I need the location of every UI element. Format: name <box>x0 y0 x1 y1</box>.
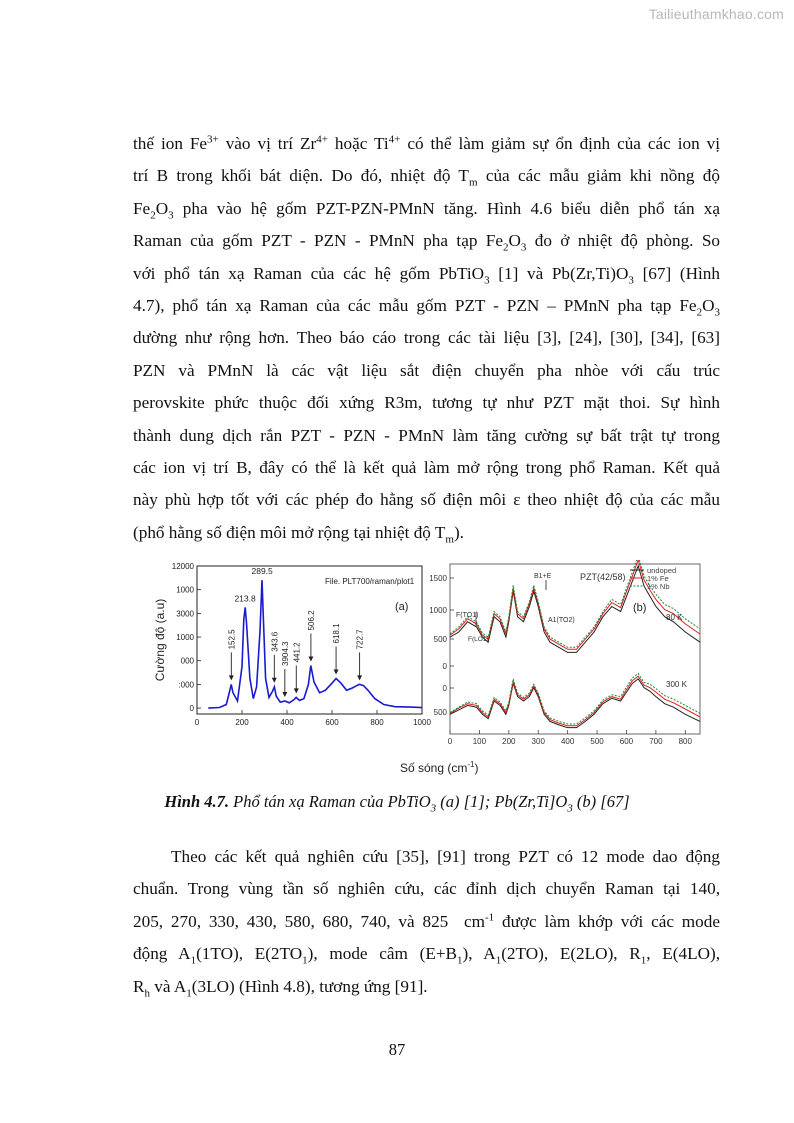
panel-b-xtick-label: 600 <box>619 737 634 746</box>
annotation-80k: 80 K <box>666 613 683 622</box>
panel-a-label: (a) <box>395 601 409 613</box>
text-line: $Fe_2O_3$ pha vào hệ gốm PZT-PZN-PMnN tăng. Hình 4.6 biểu diễn phổ tán xạ <box>133 198 720 222</box>
text-line: (phổ hằng số điện môi mở rộng tại nhiệt độ $T_m$). <box>133 522 464 546</box>
page-number: 87 <box>388 1040 406 1059</box>
text-line: với phổ tán xạ Raman của các hệ gốm PbTiO$_3$ [1] và $Pb(Zr,Ti)O_3$ [67] (Hình <box>133 263 720 287</box>
peak-label: 722.7 <box>355 629 365 650</box>
panel-a-ytick-label: 0 <box>189 704 194 714</box>
text-line: Raman của gốm PZT - PZN - PMnN pha tạp $Fe_2O_3$ đo ở nhiệt độ phòng. So <box>133 231 721 254</box>
peak-label: 152.5 <box>227 629 237 650</box>
text-line: PZN và PMnN là các vật liệu sắt điện chuyển pha nhòe với cấu trúc <box>133 360 720 380</box>
peak-arrow-head <box>294 688 299 693</box>
peak-label: 343.6 <box>270 631 280 652</box>
panel-b-xtick-label: 200 <box>502 737 516 746</box>
raman-figure <box>150 560 710 780</box>
text-line: động $A_1(1TO)$, $E(2TO_1)$, mode câm $(E+B_1)$, $A_1(2TO)$, E(2LO), $R_1$, E(4LO), <box>133 944 721 967</box>
panel-b-xtick-label: 400 <box>560 737 575 746</box>
annotation-300k: 300 K <box>666 680 687 689</box>
panel-b-xtick-label: 800 <box>678 737 692 746</box>
caption-sub-a: 3 <box>430 802 437 815</box>
watermark: Tailieuthamkhao.com <box>648 6 784 22</box>
panel-b-series-line <box>450 679 700 728</box>
caption-text-a: Phổ tán xạ Raman của PbTiO <box>229 792 431 811</box>
panel-b-xtick-label: 700 <box>649 737 663 746</box>
figure-xlabel: Số sóng $(cm^{-1})$ <box>400 760 479 775</box>
panel-a-ytick-label: 1000 <box>176 633 194 643</box>
panel-a-xtick-label: 400 <box>280 718 294 727</box>
paragraph-2 <box>133 841 720 1003</box>
panel-b-xtick-label: 0 <box>447 737 453 746</box>
text-line: chuẩn. Trong vùng tần số nghiên cứu, các đỉnh dịch chuyển Raman tại 140, <box>133 879 720 899</box>
panel-b-ytick-label: 1500 <box>429 574 447 583</box>
panel-b-xtick-label: 100 <box>472 737 487 746</box>
peak-label: 213.8 <box>234 593 256 604</box>
peak-label: 506.2 <box>306 610 316 631</box>
panel-a-ytick-label: :000 <box>178 680 194 690</box>
peak-arrow-head <box>308 656 313 661</box>
peak-arrow-head <box>282 692 287 697</box>
peak-arrow-head <box>272 678 277 683</box>
caption-label: Hình 4.7. <box>164 792 230 811</box>
text-line: các ion vị trí B, đây có thể là kết quả làm mở rộng trong phổ Raman. Kết quả <box>133 458 720 478</box>
annotation-b1e: B1+E <box>534 573 552 580</box>
text-line: perovskite phức thuộc đối xứng R3m, tương tự như PZT mặt thoi. Sự hình <box>133 393 720 413</box>
panel-b-ytick-label: 500 <box>433 635 447 644</box>
panel-a-ytick-label: 3000 <box>176 609 194 619</box>
peak-arrow-head <box>357 675 362 680</box>
panel-b-ytick-label: 0 <box>442 662 447 671</box>
panel-b-xtick-label: 300 <box>531 737 545 746</box>
legend-fe: 1% Fe <box>647 574 669 583</box>
panel-a-xtick-label: 1000 <box>413 718 431 727</box>
text-line: thành dung dịch rắn PZT - PZN - PMnN làm tăng cường sự bất trật tự trong <box>133 425 720 445</box>
caption-text-b: (a) [1]; Pb(Zr,Ti]O <box>436 792 568 811</box>
panel-a-xtick-label: 0 <box>194 718 200 727</box>
legend-undoped: undoped <box>647 566 677 575</box>
text-line: dường như rộng hơn. Theo báo cáo trong các tài liệu [3], [24], [30], [34], [63] <box>133 328 720 348</box>
peak-arrow-head <box>229 675 234 680</box>
peak-label: 3904.3 <box>280 641 290 666</box>
paragraph-1 <box>133 128 720 549</box>
text-line: thế ion $Fe^{3+}$ vào vị trí $Zr^{4+}$ hoặc $Ti^{4+}$ có thể làm giảm sự ổn định của các ion vị <box>133 133 720 153</box>
panel-b-ytick-label: 0 <box>442 684 447 693</box>
panel-b-xtick-label: 500 <box>590 737 604 746</box>
annotation-fto1: F(TO1) <box>456 612 479 619</box>
text-line: 4.7), phổ tán xạ Raman của các mẫu gốm PZT - PZN – PMnN pha tạp $Fe_2O_3$ <box>133 296 720 319</box>
panel-a-ytick-label: 12000 <box>171 562 194 571</box>
panel-b-ytick-label: 500 <box>433 708 447 717</box>
panel-b-title: PZT(42/58) <box>580 572 626 582</box>
peak-label: 441.2 <box>292 642 302 663</box>
figure-caption <box>0 792 794 815</box>
panel-a-ytick-label: 000 <box>180 656 194 666</box>
panel-a-xtick-label: 800 <box>370 718 384 727</box>
text-line: 205, 270, 330, 430, 580, 680, 740, và 825 $cm^{-1}$ được làm khớp với các mode <box>133 911 720 931</box>
panel-b-legend <box>630 566 676 591</box>
text-line: này phù hợp tốt với các phép đo hằng số điện môi ε theo nhiệt độ của các mẫu <box>133 490 720 510</box>
peak-arrow-head <box>334 669 339 674</box>
legend-nb: 1% Nb <box>647 582 670 591</box>
caption-text-c: (b) [67] <box>572 792 630 811</box>
peak-label: 289.5 <box>251 566 273 577</box>
text-line: trí B trong khối bát diện. Do đó, nhiệt độ $T_m$ của các mẫu giảm khi nồng độ <box>133 166 720 189</box>
panel-a-xtick-label: 200 <box>235 718 249 727</box>
caption-sub-b: 3 <box>567 802 573 815</box>
panel-a-xtick-label: 600 <box>325 718 339 727</box>
panel-b-label: (b) <box>633 602 647 614</box>
peak-label: 618.1 <box>332 623 342 644</box>
annotation-flo1: F(LO1) <box>468 636 489 643</box>
annotation-a1to2: A1(TO2) <box>548 617 575 624</box>
panel-b-ytick-label: 1000 <box>429 606 447 615</box>
figure-4-7 <box>150 560 710 780</box>
text-line: $R_h$ và $A_1(3LO)$ (Hình 4.8), tương ứng [91]. <box>133 976 428 1000</box>
panel-a-ylabel: Cường độ (a.u) <box>153 598 167 682</box>
panel-a-ytick-label: 1000 <box>176 585 194 595</box>
text-line: Theo các kết quả nghiên cứu [35], [91] trong PZT có 12 mode dao động <box>171 847 720 866</box>
panel-a-title: File. PLT700/raman/plot1 <box>325 577 415 586</box>
